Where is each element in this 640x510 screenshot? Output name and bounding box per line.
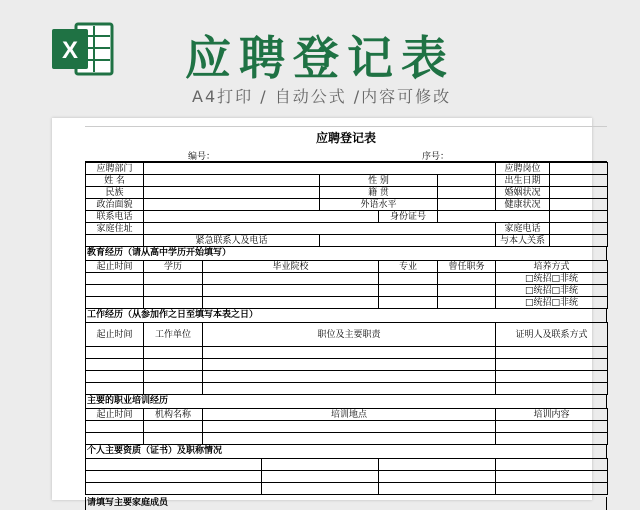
education-section-title: 教育经历（请从高中学历开始填写） [85, 247, 607, 260]
training-cell[interactable] [496, 421, 608, 433]
label-dept: 应聘部门 [86, 163, 144, 175]
work-table [85, 322, 608, 395]
edu-cell[interactable] [203, 273, 379, 285]
work-cell[interactable] [86, 383, 144, 395]
edu-cell[interactable] [379, 285, 438, 297]
work-header: 工作单位 [144, 323, 203, 347]
family-section-title: 请填写主要家庭成员 [85, 497, 607, 510]
form-sheet [52, 118, 592, 508]
training-header: 培训地点 [203, 409, 496, 421]
cert-cell[interactable] [86, 459, 262, 471]
edu-cell[interactable] [86, 273, 144, 285]
input-relation[interactable] [550, 235, 608, 247]
label-phone: 联系电话 [86, 211, 144, 223]
work-section-title: 工作经历（从参加作之日至填写本表之日） [85, 309, 607, 322]
training-cell[interactable] [144, 433, 203, 445]
input-dept[interactable] [144, 163, 496, 175]
work-cell[interactable] [144, 347, 203, 359]
application-form [85, 126, 607, 508]
label-political: 政治面貌 [86, 199, 144, 211]
form-title: 应聘登记表 [85, 126, 607, 148]
work-cell[interactable] [86, 347, 144, 359]
sequence-label: 序号： [422, 152, 450, 162]
edu-cell[interactable] [438, 273, 496, 285]
edu-option[interactable]: □统招□非统 [496, 297, 608, 309]
work-cell[interactable] [86, 359, 144, 371]
cert-cell[interactable] [379, 483, 496, 495]
work-cell[interactable] [144, 371, 203, 383]
edu-cell[interactable] [144, 285, 203, 297]
edu-cell[interactable] [144, 297, 203, 309]
cert-table [85, 458, 608, 495]
input-position[interactable] [550, 163, 608, 175]
training-cell[interactable] [144, 421, 203, 433]
cert-cell[interactable] [262, 459, 379, 471]
edu-cell[interactable] [144, 273, 203, 285]
basic-info-table [85, 162, 608, 247]
label-emergency: 紧急联系人及电话 [144, 235, 320, 247]
cert-cell[interactable] [262, 483, 379, 495]
input-native[interactable] [438, 187, 496, 199]
excel-logo-icon [50, 20, 114, 78]
work-cell[interactable] [203, 347, 496, 359]
work-cell[interactable] [496, 383, 608, 395]
input-health[interactable] [550, 199, 608, 211]
logo-letter: X [61, 37, 79, 64]
cert-cell[interactable] [262, 471, 379, 483]
cert-cell[interactable] [379, 471, 496, 483]
input-foreign[interactable] [438, 199, 496, 211]
training-cell[interactable] [86, 421, 144, 433]
input-id-extra[interactable] [550, 211, 608, 223]
work-cell[interactable] [496, 359, 608, 371]
label-address: 家庭住址 [86, 223, 144, 235]
label-home-phone: 家庭电话 [496, 223, 550, 235]
cert-cell[interactable] [496, 459, 608, 471]
training-header: 培训内容 [496, 409, 608, 421]
edu-cell[interactable] [86, 297, 144, 309]
edu-cell[interactable] [438, 285, 496, 297]
label-id: 身份证号 [379, 211, 438, 223]
training-header: 机构名称 [144, 409, 203, 421]
edu-option[interactable]: □统招□非统 [496, 273, 608, 285]
education-table [85, 260, 608, 309]
label-marital: 婚姻状况 [496, 187, 550, 199]
input-address[interactable] [144, 223, 496, 235]
work-cell[interactable] [496, 347, 608, 359]
edu-header: 培养方式 [496, 261, 608, 273]
label-ethnicity: 民族 [86, 187, 144, 199]
edu-header: 学历 [144, 261, 203, 273]
label-position: 应聘岗位 [496, 163, 550, 175]
training-cell[interactable] [203, 433, 496, 445]
work-cell[interactable] [144, 359, 203, 371]
training-section-title: 主要的职业培训经历 [85, 395, 607, 408]
edu-option[interactable]: □统招□非统 [496, 285, 608, 297]
work-cell[interactable] [203, 383, 496, 395]
work-header: 证明人及联系方式 [496, 323, 608, 347]
number-row [85, 148, 607, 162]
work-header: 职位及主要职责 [203, 323, 496, 347]
label-birth: 出生日期 [496, 175, 550, 187]
input-political[interactable] [144, 199, 320, 211]
training-cell[interactable] [203, 421, 496, 433]
work-cell[interactable] [86, 371, 144, 383]
number-label: 编号： [188, 152, 216, 162]
cert-cell[interactable] [496, 471, 608, 483]
cert-cell[interactable] [379, 459, 496, 471]
label-gender: 性 别 [320, 175, 438, 187]
edu-header: 曾任职务 [438, 261, 496, 273]
input-home-phone[interactable] [550, 223, 608, 235]
label-relation: 与本人关系 [496, 235, 550, 247]
cert-cell[interactable] [496, 483, 608, 495]
edu-header: 毕业院校 [203, 261, 379, 273]
label-health: 健康状况 [496, 199, 550, 211]
training-cell[interactable] [86, 433, 144, 445]
input-gender[interactable] [438, 175, 496, 187]
work-cell[interactable] [203, 359, 496, 371]
edu-cell[interactable] [379, 273, 438, 285]
banner [0, 0, 640, 116]
work-cell[interactable] [203, 371, 496, 383]
edu-cell[interactable] [379, 297, 438, 309]
work-header: 起止时间 [86, 323, 144, 347]
label-foreign: 外语水平 [320, 199, 438, 211]
input-id[interactable] [438, 211, 550, 223]
label-name: 姓 名 [86, 175, 144, 187]
edu-header: 起止时间 [86, 261, 144, 273]
edu-cell[interactable] [86, 285, 144, 297]
edu-cell[interactable] [438, 297, 496, 309]
edu-header: 专业 [379, 261, 438, 273]
input-marital[interactable] [550, 187, 608, 199]
page-title: 应聘登记表 [185, 31, 455, 85]
training-header: 起止时间 [86, 409, 144, 421]
work-cell[interactable] [144, 383, 203, 395]
emergency-spacer [86, 235, 144, 247]
edu-cell[interactable] [203, 285, 379, 297]
cert-cell[interactable] [86, 471, 262, 483]
cert-section-title: 个人主要资质（证书）及职称情况 [85, 445, 607, 458]
input-phone[interactable] [144, 211, 379, 223]
edu-cell[interactable] [203, 297, 379, 309]
work-cell[interactable] [496, 371, 608, 383]
cert-cell[interactable] [86, 483, 262, 495]
input-name[interactable] [144, 175, 320, 187]
page-subtitle: A4打印 / 自动公式 /内容可修改 [192, 87, 452, 106]
input-birth[interactable] [550, 175, 608, 187]
input-emergency[interactable] [320, 235, 496, 247]
training-cell[interactable] [496, 433, 608, 445]
label-native: 籍 贯 [320, 187, 438, 199]
input-ethnicity[interactable] [144, 187, 320, 199]
training-table [85, 408, 608, 445]
